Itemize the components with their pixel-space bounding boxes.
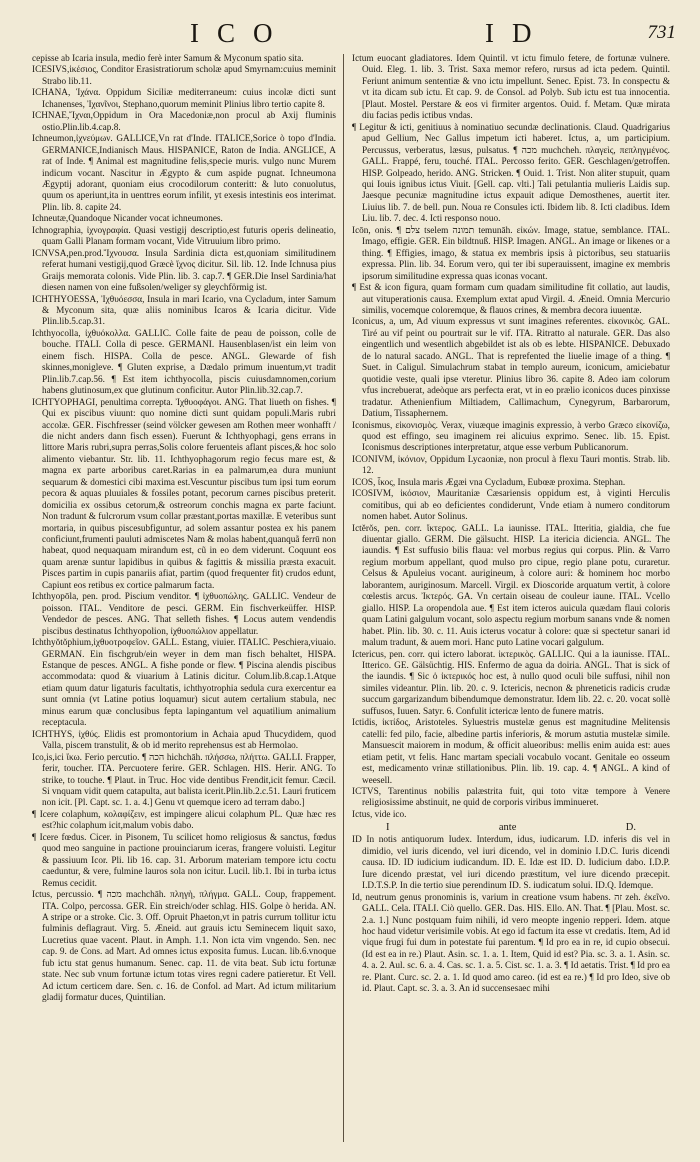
dictionary-entry: Ictum euocant gladiatores. Idem Quintil. vt ictu fimulo fetere, de fortunæ vulnere. Ouid. Eleg. 1. lib. 3. Trist. Saxa memor refero, rursus ad icta pedem. Quintil. Feriunt animum sententiæ & vno ictu impellunt. Senec. Epist. 73. In conspectu & vt ita dicam sub ictu. Et cap. 9. de Consol. ad Polyb. Sub ictu est tua innocentia. [Plaut. Mostel. Perstare & eos vi firmiter argentos. Ouid. f. Metam. Quæ mirata diu facias pedis ictibus vndas. (352, 54, 670, 122)
dictionary-entry: cepisse ab Icaria insula, medio ferè inter Samum & Myconum spatio sita. (32, 54, 304, 64)
dictionary-entry: ICTVS, Tarentinus nobilis palæstrita fuit, qui toto vitæ tempore à Venere religiosissime abstinuit, ne quid de corporis viribus imminueret. (352, 787, 670, 809)
dictionary-entry: Iconismus, εἰκονισμὸς. Verax, viuæque imaginis expressio, à verbo Græco εἰκονίζω, quod est effingo, seu imaginem rei alicuius exprimo. Senec. lib. 15. Epist. Iconismus descriptiones interpretatur, atque esse verbum Publicanorum. (352, 420, 670, 454)
left-column (32, 54, 336, 1150)
dictionary-entry: Ichthyocolla, ἰχθυόκολλα. GALLIC. Colle faite de peau de poisson, colle de bouche. ITALI. Colla di pesce. GERMANI. Hausenblasen/ist ein leim von einem fisch. HISPA. Colla de pesce. ANGL. Glewarde of fish skinnes,monigleve. ¶ Gluten exprise, a Dædalo primum inuentum,vt tradit Plin.lib.7.cap.56. ¶ Est item ichthyocolla, piscis cuiusdamnomen,corium habens glutinosum,ex que glutinum conficitur. Autor Plin.lib.32.cap.7. (32, 328, 336, 397)
section-heading-right: D. (625, 822, 636, 834)
running-header (30, 12, 676, 52)
dictionary-entry: ICOS, ἶκος, Insula maris Ægæi vna Cycladum, Eubœæ proxima. Stephan. (352, 477, 626, 488)
dictionary-entry: Id, neutrum genus pronominis is, varium in creatione vsum habens. זה zeh. ἐκεῖνο. GALL. Cela. ITALI. Ciò quello. GER. Das. HIS. Ello. AN. That. ¶ [Plau. Most. sc. 2.a. 1.] Nunc postquam fuim nihili, id vero meopte ingenio repperi. Idem. atque hoc haud videtur verisimile vobis. At ego id factum ita esse vt credatis. Item, Ad id vique frugi fui dum in potestate fui parentum. ¶ Id pro ea in re, id cupio obsecui. (Id est ea in re.) Plaut. Asin. sc. 1. a. 1. Item, Quid id est? Pia. sc. 3. a. 1. Asin. sc. 4. a. 2. Aul. sc. 6. a. 4. Cas. sc. 1. a. 5. Cist. sc. 1. a. 3. ¶ Id aetatis. Trist. ¶ Id pro ea re. Plant. Curc. sc. 2. a. 1. Id quod amo careo. (id est ea re.) ¶ Id pro Ideo, sive ob id. Plaut. Capt. sc. 3. a. 3. An id succensesaec mihi (352, 892, 670, 995)
dictionary-entry: Ictidis, ἰκτίδος, Aristoteles. Syluestris mustelæ genus est magnitudine Melitensis catelli: fed pilo, facie, albedine partis inferioris, & morum astutia mustelæ simile. Mansuescit maiorem in modum, & officit alueoribus: mellis enim auida est: aues etiam petit, vt felis. Hanc martam speciali vocabulo vocant. Genitale eo osseum est, medicamento vrinæ stillationibus. Plin. lib. 19. cap. 4. ¶ ANGL. A kind of weesell. (352, 718, 670, 786)
section-heading-left: I (386, 822, 390, 834)
dictionary-entry: ICONIVM, ἰκόνιον, Oppidum Lycaoniæ, non procul à flexu Tauri montis. Strab. lib. 12. (352, 454, 670, 477)
dictionary-entry: ICHTHYS, ἰχθύς. Elidis est promontorium in Achaia apud Thucydidem, quod Valla, piscem transtulit, & ob id merito reprehensus est ab Hermolao. (32, 729, 336, 752)
column-divider (343, 54, 344, 1142)
dictionary-entry: Ichnographia, ἰχνογραφία. Quasi vestigij descriptio,est futuris operis delineatio, quam Galli Planam formam vocant, Vide Vitruuium libro primo. (32, 225, 336, 248)
right-column (352, 54, 670, 1150)
dictionary-entry: Ictus, vide ico. (352, 809, 407, 820)
dictionary-entry: ICHANA, Ἰχάνα. Oppidum Siciliæ mediterraneum: cuius incolæ dicti sunt Ichanenses, Ἰχανῖνοι, Stephano,quorum meminit Plinius libro tertio capite 8. (32, 88, 336, 110)
dictionary-entry: ICHTYOPHAGI, penultima correpta. Ἰχθυοφάγοι. ANG. That liueth on fishes. ¶ Qui ex piscibus viuunt: quo nomine dicti sunt quidam populi.Maris rubri accolæ. GER. Fischfresser (seind völcker gewesen am Rothen meer wonhafft / die nicht anders dann fisch essen). Fuerunt & Ichthyophagi, gens errans in littore Maris rubri,supra perras,Solis colore feruenteis aflant pisces,& hoc solo alimento viebantur. Str. lib. 11. Ichthyophagorum regio fecus mare est, & magna ex parte arboribus caret.Rarias in ea palmarum,ea dura muniunt sequarum & domestici cibi maxima est.Vescuntur piscibus tum ipsi tum eorum pecora & aquas pluuiales & fossiles potant, pecorum carnes piscibus preterit. domicilia ex ossibus cetorum,& ostreorum conchis magna ex parte faciunt. Non tradunt & fulcrorum vsum collar præstant,portas maxillæ. E veteribus sunt mortaria, in quibus piscesubfiguntur, ad solem assantur postea ex his panem conficiunt,frumenti pauluti admiscetes Nam & molas habent,quanquã ferrū non habeat, quod nequaquam mirandum est, cũ in eo dem viderunt. Coquunt eos quam arenæ suntur lapidibus in quibus & fagittis & missilia præsta exacuit. Pisces partim in cupis panariis afiat, partim (quod frequenter fit) crudos edunt, Capiunt eos retibus ex cortice palmarum facta. (32, 397, 336, 591)
dictionary-entry: Ichthyŏtŏphium,ἰχθυοτροφεῖον. GALL. Estang, viuier. ITALIC. Peschiera,viuaio. GERMAN. Ein fischgrub/ein weyer in dem man fisch behaltet, HISPA. Estanque de pesces. ANGL. A fishe ponde or flew. ¶ Piscina alendis piscibus accommodata: quod & viuarium à Latinis dicitur. Colum.lib.8.cap.1.Atque etiam quum datur ligaturis facultatis, ichthyotrophia sedula cura exercentur ea sunt omnia (vt Latine potius loquamur) sicut autem certalium stabula, nec minus earum quæ conclusibus fepta lapingantum vel aquatilium animalium receptacula. (32, 638, 336, 729)
dictionary-entry: Ichthyopōla, pen. prod. Piscium venditor. ¶ ἰχθυοπώλης. GALLIC. Vendeur de poisson. ITAL. Venditore de pesci. GERM. Ein fischverkeüffer. HISP. Vendedor de pesces. ANG. That selleth fishes. ¶ Locus autem vendendis piscibus destinatus Ichthyopolion, ἰχθυοπώλιον appellatur. (32, 592, 336, 637)
dictionary-entry: ICHTHYOESSA, Ἰχθυόεσσα, Insula in mari Icario, vna Cycladum, inter Samum & Myconum sita, quæ aliis nominibus Icaros & Icaria dicitur. Vide Plin.lib.5.cap.31. (32, 294, 336, 328)
dictionary-entry: ICESIVS,ἰκέσιος, Conditor Erasistratiorum scholæ apud Smyrnam:cuius meminit Strabo lib.11. (32, 65, 336, 87)
dictionary-entry: Ichneutæ,Quandoque Nicander vocat ichneumones. (32, 214, 223, 225)
dictionary-entry: Icōn, onis. ¶ צלם tselem תמונה temunāh. εἰκών. Image, statue, semblance. ITAL. Imago, effigie. GER. Ein bildtnuß. HISP. Imagen. ANGL. An image or likenes or a thing. ¶ Effigies, imago, & statua ex membris ipsis à pictoribus, seu statuariis expressa. Plin. lib. 34. Eorum vero, qui ter ibi superauissent, imagine ex membris ipsorum similitudine expressa quas iconas vocant. (352, 225, 670, 282)
dictionary-entry: Ictericus, pen. corr. qui ictero laborat. ἰκτερικὸς. GALLIC. Qui a la iaunisse. ITAL. Itterico. GE. Gälsüchtig. HIS. Enfermo de agua da doiria. ANGL. That is sick of the iaundis. ¶ Sic ὁ ἰκτερικός hoc est, à nullo quod oculi bile suffusi, nihil non similes videantur. Plin. lib. 20. c. 9. Ictericis, necnon & phreneticis radicis crudæ succum gargarizandum bibendumque demonstratur. Idem lib. 22. c. 20. vocat sollè suffusos, Iuuen. Satyr. 6. Confulit ictericæ lento de funere matris. (352, 649, 670, 717)
dictionary-entry: Ictĕrŏs, pen. corr. ἴκτερος. GALL. La iaunisse. ITAL. Itteritia, gialdia, che fue diuentar giallo. GERM. Die gälsucht. HISP. La itericia diciencia. ANGL. The iaundis. ¶ Est suffusio bilis flaua: vel morbus regius qui corpus. Plin. & Varro regium morbum appellant, quod mulso pro cipue, regio plane potu, curaretur. Celsus & Apuleius vocant. aurigineum, à colore auri: & hominem hoc morbo laborantem, auriginosum. Marcell. Virgil. ex Dioscoride arquatum vertit, à colore cœlestis arcus. Ἰκτερός. GA. Vn certain oiseau de couleur iaune. ITAL. Vcello giallo. HISP. La oropendola aue. ¶ Est item icteros auicula quædam flaui coloris quam Latini galgulum vocant, solo aspectu regium morbum sanans vnde & nomen habet. Plin. lib. 30. c. 11. Auis icterus vocatur à colore: quæ si spectetur sanari id malum tradunt, & auem mori. Hanc puto Latine vocari galgulum. (352, 523, 670, 649)
dictionary-entry: Ichneumon,ἰχνεύμων. GALLICE,Vn rat d'Inde. ITALICE,Sorice ò topo d'India. GERMANICE,Indianisch Maus. HISPANICE, Raton de India. ANGLICE, A rat of Inde. ¶ Animal est magnitudine felis,specie muris. vulgo nunc Murem indicum vocant. Nascitur in Ægypto & cum aspide pugnat. Ichneumona Ægyptij adorant, quoniam eius crocodilorum conteritt: & luto conuolutus, quum os aperiunt,ita in uenttres eorum infilit, yt exesis intestinis eos interimat. Plin. lib. 8. capite 24. (32, 134, 336, 213)
dictionary-entry: ICHNAE,Ἴχναι,Oppidum in Ora Macedoniæ,non procul ab Axij fluminis ostio.Plin.lib.4.cap.8. (32, 111, 336, 133)
dictionary-entry: ID In notis antiquorum Iudex. Interdum, idus, iudicarum. I.D. inferis dis vel in dimidio, vel iuris dicendo, vel iuri dicendo, vel in dominio I.D.C. Iuris dicendi causa. ID. ID iudicium iudicandum. ID. E. Idæ est ID. D. Iudicium dabo. I.D.P. Iure dicendo præstat, vel iuri dicendo præstitum, vel iure dicendo præcepit. I.D.T.S.P. In die tertio siue perendinum ID. S. iudicatum solui. ID.Q. Idemque. (352, 835, 670, 892)
section-heading-middle: ante (498, 822, 517, 834)
dictionary-entry: Ico,is,ici ἴκω. Ferio percutio. ¶ הכה hichchāh. πλήσσω, πλήττω. GALLI. Frapper, ferir, toucher. ITA. Percuotere ferire. GER. Schlagen. HIS. Herir. ANG. To strike, to touche. ¶ Plaut. in Truc. Hoc vide dentibus Frendit,icit femur. Cæcil. Si vnquam vidit quem catapulta, aut balista icerit.Plin.lib.2.c.51. Lauri fruticem non icit. [Pl. Capt. sc. 1. a. 4.] Genu vt quemque icero ad terram dabo.] (32, 752, 336, 809)
left-headword: ICO (190, 18, 291, 48)
dictionary-entry: Iconicus, a, um, Ad viuum expressus vt sunt imagines referentes. εἰκονικὸς. GAL. Tiré au vif peint ou pourtrait sur le vif. ITA. Ritratto al naturale. GER. Das also eingentlich und wesentlich abgebildet ist als ob es lebte. HISPANICE. Debuxado de lo natural sacado. ANGL. That is reprefented the liuelie image of a thing. ¶ Suet. in Caligul. Simulachrum stabat in templo aureum, iconicum, amiciebatur quotidie veste, quali ipse vteretur. Plinius libro 36. capite 8. Adeo iam colorum vfus increbuerat, adeòque ars perfecta erat, vt in eo prælio iconicos duces pinxisse tradatur. Athenienfium Miltiadem, Callimachum, Cynegyrum, Barbarorum, Datium, Tissaphernem. (352, 317, 670, 420)
dictionary-entry: ICNVSA,pen.prod.Ἴχνουσα. Insula Sardinia dicta est,quoniam similitudinem referat humani vestigij,quod Græcè ἴχνος dicitur. Sil. lib. 12. Inde Ichnusa pius Graijs memorata colonis. Vide Plin. lib. 3. cap.7. ¶ GER.Die Insel Sardinia/hat diesen namen von eine fußsolen/weliger sy gleychförmig ist. (32, 248, 336, 294)
dictionary-entry: ¶ Est & icon figura, quam formam cum quadam similitudine fit collatio, aut laudis, aut vituperationis causa. Exemplum extat apud Virgil. 4. Æneid. Omnia Mercurio similis, vocemque coloremque, & flauos crines, & membra decora iuuentæ. (352, 283, 670, 316)
page-number: 731 (647, 22, 676, 43)
dictionary-entry: ¶ Icere colaphum, κολαφίζειν, est impingere alicui colaphum PL. Quæ hæc res est?hic colaphum icit,malum vobis dabo. (32, 809, 336, 832)
dictionary-entry: ¶ Icere fœdus. Cicer. in Pisonem, Tu scilicet homo religiosus & sanctus, fœdus quod meo sanguine in pactione prouinciarum iceras, frangere voluisti. Legitur & passiuum Icor. Pli. lib 16. cap. 31. Arborum materiam tempore ictu coctu caeduntur, & vere, fulmine lauros sola non icitur. Lucil. lib.1. Ibi in turba ictus Remus cecidit. (32, 832, 336, 889)
dictionary-entry: ¶ Legitur & icti, genitiuus à nominatiuo secundæ declinationis. Claud. Quadrigarius apud Gellium, Nec Gallus impetum icti haberet. Ictus, a, um participium. Percussus, verberatus, læsus, pulsatus. ¶ מכה muchcheh. πλαγεὶς, πεπληγμένος. GALL. Frappé, feru, touché. ITAL. Percosso ferito. GER. Geschlagen/getroffen. HISP. Golpeado, herido. ANG. Stricken. ¶ Ouid. 1. Trist. Non aliter stupuit, quam qui Iouis ignibus ictus Viuit. [Gell. cap. vlti.] Tali petulantia mulieris Laidis sup. Jaesque pecuniæ magnitudine ictus expauit adique Demosthenes, auertit iter. Liuius lib. 7. de bell. pun. Noua re Consules icti. Ibidem lib. 8. Icti cladibus. Idem Liu. lib. 7. dec. 4. Icti responso nouo. (352, 122, 670, 225)
dictionary-entry: ICOSIVM, ἰκόσιον, Mauritaniæ Cæsariensis oppidum est, à viginti Herculis comitibus, qui ab eo deficientes condiderunt, Vnde etiam à numero conditorum nomen habet. Autor Solinus. (352, 489, 670, 523)
right-headword: ID (485, 18, 550, 48)
letter-section-heading (352, 822, 670, 834)
dictionary-entry: Ictus, percussio. ¶ מכה machchāh. πληγὴ, πλήγμα. GALL. Coup, frappement. ITA. Colpo, percossa. GER. Ein streich/oder schlag. HIS. Golpe ò herida. AN. A stripe or a stroke. Cic. 3. Off. Opruit Phaeton,vt in patris currum tollitur ictu fulminis deflagraut. Virg. 5. Æneid. aut grauis ictu Seminecem liquit saxo, Lucretius quae vacent. Plaut. in Amph. 1.1. Non icta vim vngendo. Sen. nec cap. 9. de Cons. ad Mart. Ad omnes ictus exposita fumus. Lucan. lib.6.vnoque fub ictu stat genus humanum. Senec. cap. 11. de vita beat. Sub ictu fortunæ state. Nec sub vnum fortunæ ictum totas vires regni cadere patieretur. Et Vell. Ad ictum certicem dare. Sen. c. 16. de Confol. ad Mart. Ad ictum militarium gladij formatur duces, Quintilian. (32, 890, 336, 1004)
